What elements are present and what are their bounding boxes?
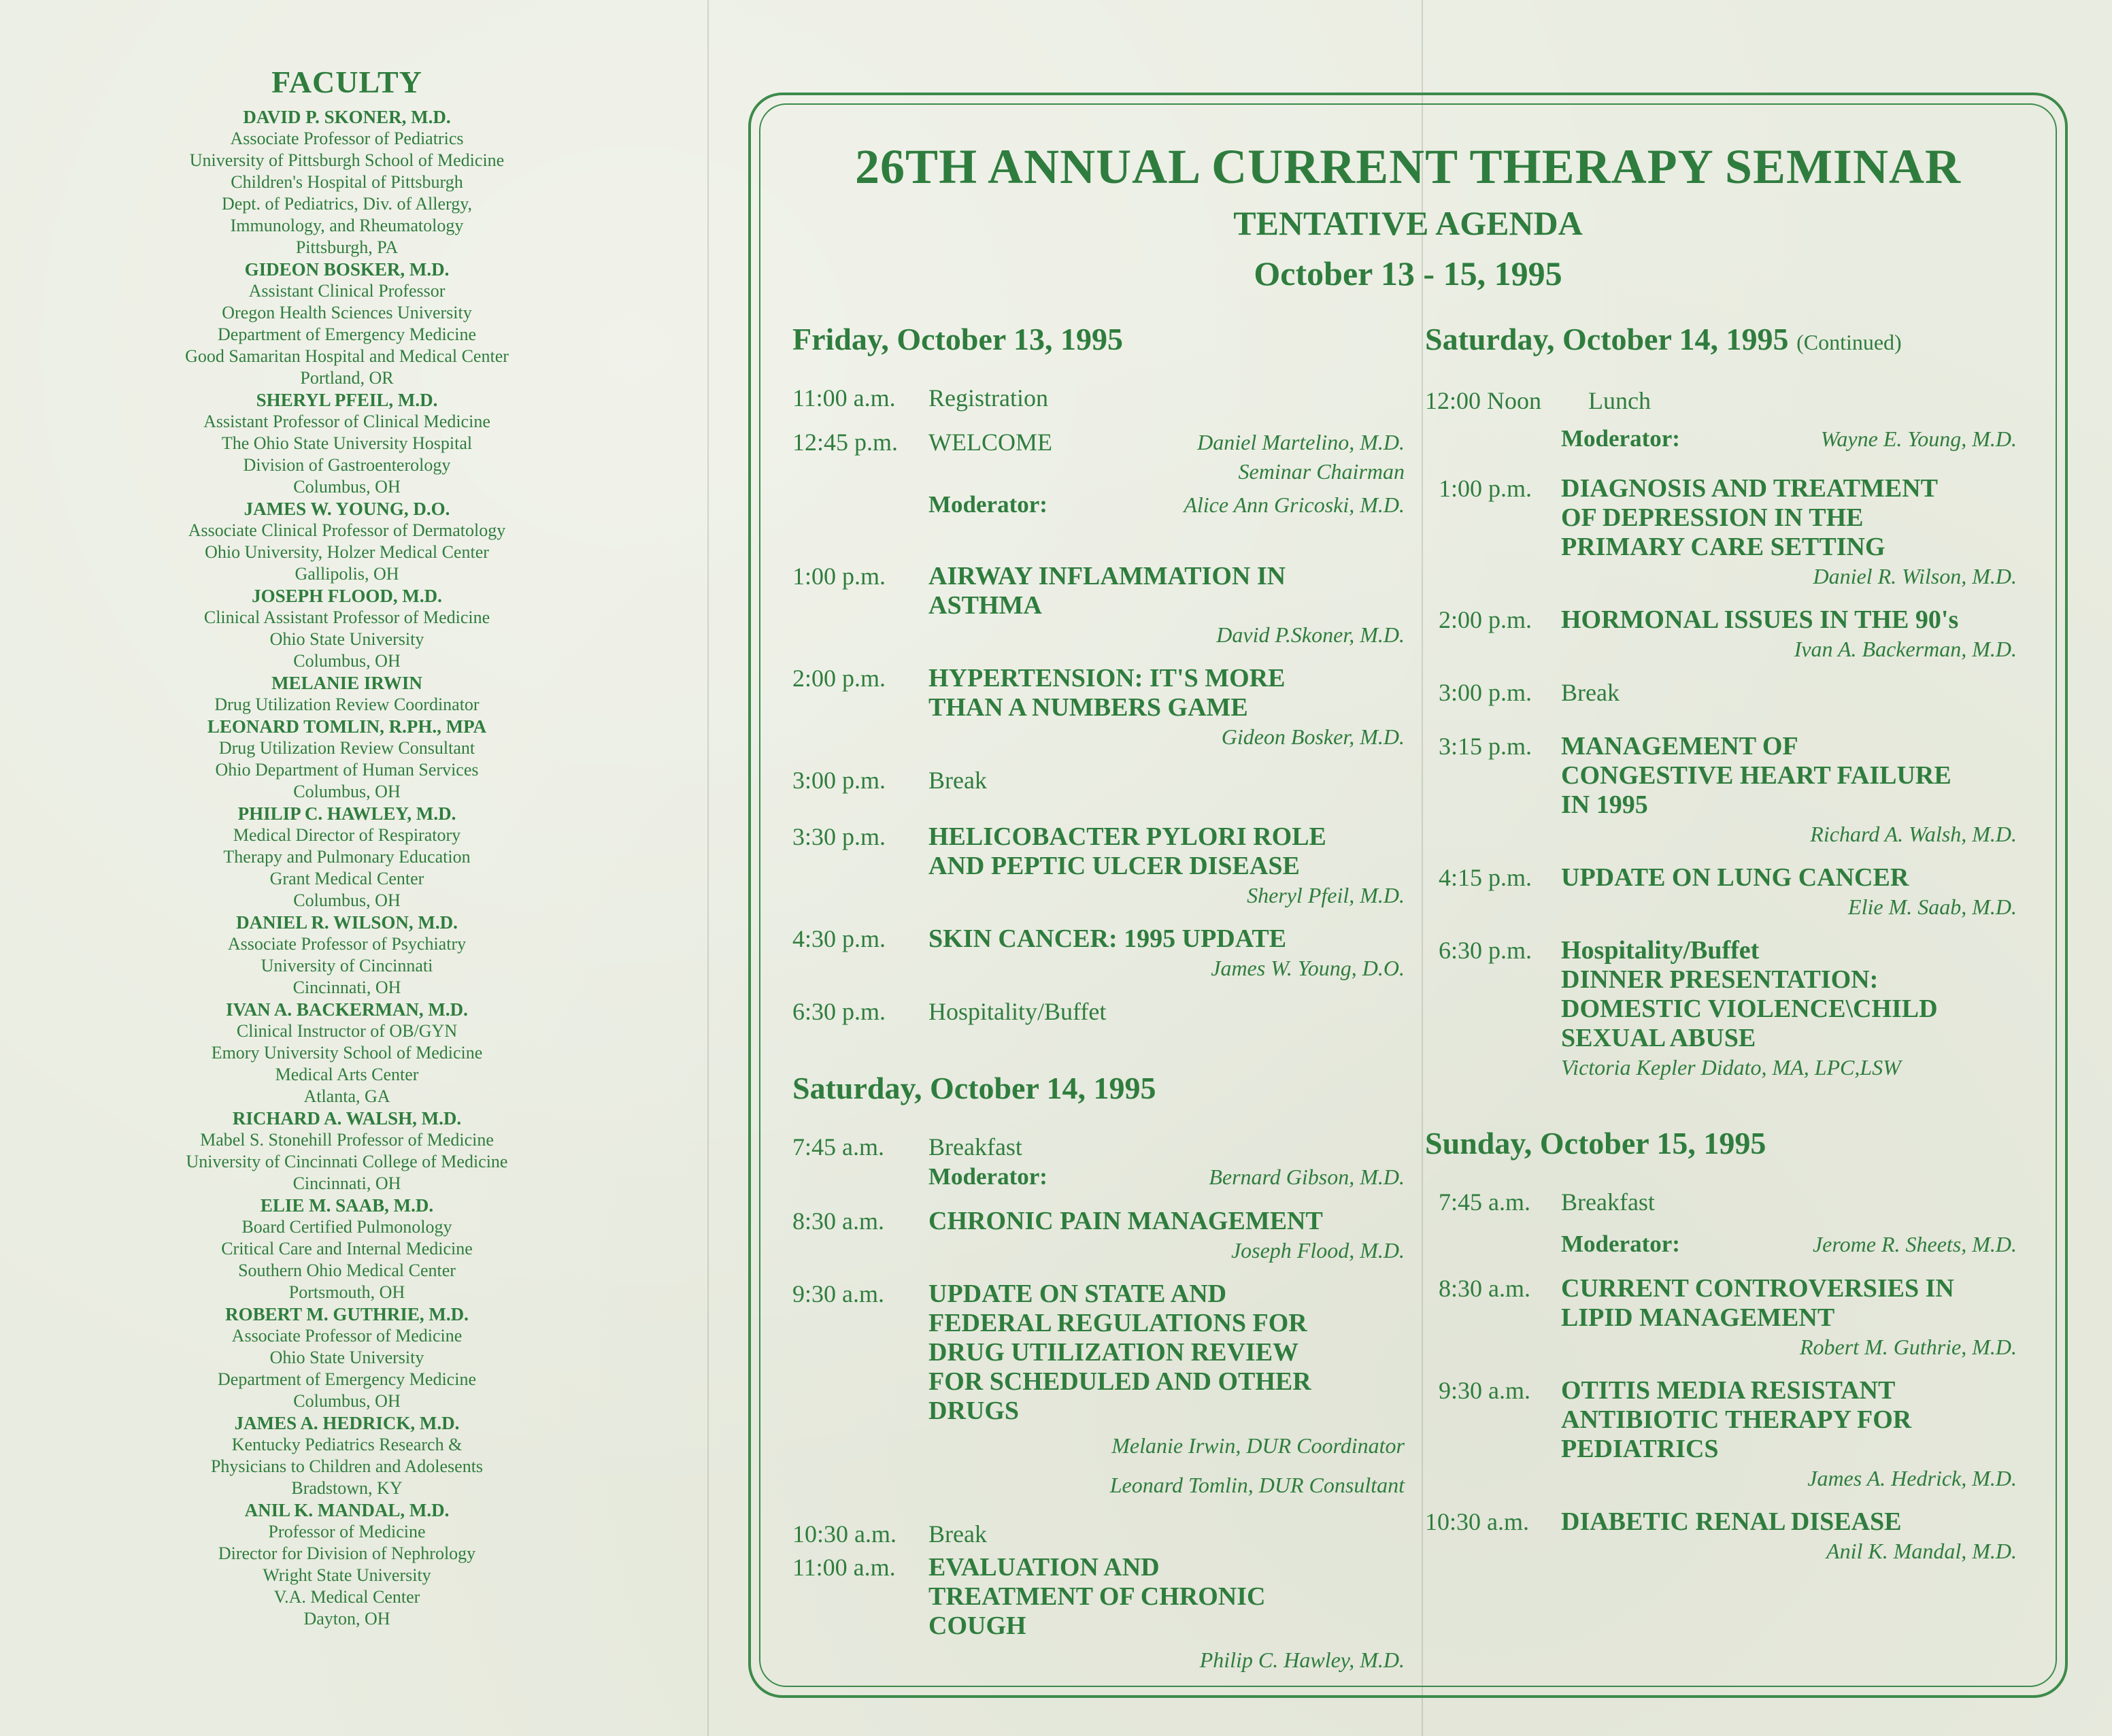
item-title: HELICOBACTER PYLORI ROLE xyxy=(928,822,1326,851)
item-title: OF DEPRESSION IN THE xyxy=(1561,503,1864,532)
faculty-affiliation: Professor of Medicine xyxy=(268,1522,426,1541)
item-label: Hospitality/Buffet xyxy=(928,998,1107,1025)
item-title: TREATMENT OF CHRONIC xyxy=(928,1582,1266,1611)
item-title: EVALUATION AND xyxy=(928,1553,1160,1582)
faculty-affiliation: Medical Arts Center xyxy=(275,1065,419,1084)
faculty-affiliation: Associate Professor of Pediatrics xyxy=(230,129,464,148)
item-time: 11:00 a.m. xyxy=(792,384,896,412)
item-title: COUGH xyxy=(928,1612,1026,1640)
item-label: Break xyxy=(928,1520,987,1548)
item-label: Breakfast xyxy=(928,1133,1022,1161)
agenda-header xyxy=(748,136,2068,298)
faculty-affiliation: Columbus, OH xyxy=(293,651,401,671)
faculty-affiliation: Associate Professor of Psychiatry xyxy=(227,934,467,954)
item-time: 1:00 p.m. xyxy=(1439,475,1532,502)
item-title: PRIMARY CARE SETTING xyxy=(1561,533,1885,561)
faculty-affiliation: Dayton, OH xyxy=(303,1609,390,1629)
agenda-item-cough xyxy=(792,1553,1405,1679)
agenda-item-lipid xyxy=(1425,1274,2017,1361)
item-title: SKIN CANCER: 1995 UPDATE xyxy=(928,924,1287,953)
faculty-affiliation: Department of Emergency Medicine xyxy=(218,324,476,344)
faculty-member xyxy=(20,498,673,585)
faculty-affiliation: Immunology, and Rheumatology xyxy=(230,216,464,235)
item-title: HYPERTENSION: IT'S MORE xyxy=(928,664,1286,692)
moderator-row-saturday-cont xyxy=(1561,424,2017,454)
faculty-affiliation: Drug Utilization Review Consultant xyxy=(218,738,475,758)
faculty-affiliation: Clinical Assistant Professor of Medicine xyxy=(203,607,490,627)
moderator-row-saturday xyxy=(928,1162,1405,1192)
item-label: Lunch xyxy=(1588,387,1651,414)
faculty-affiliation: Southern Ohio Medical Center xyxy=(238,1261,456,1280)
faculty-affiliation: Pittsburgh, PA xyxy=(295,237,399,257)
faculty-name: JAMES A. HEDRICK, M.D. xyxy=(234,1413,460,1433)
agenda-item-lung-cancer xyxy=(1425,863,2017,921)
item-title: LIPID MANAGEMENT xyxy=(1561,1303,1835,1332)
agenda-item-breakfast xyxy=(792,1133,1405,1162)
faculty-affiliation: Division of Gastroenterology xyxy=(243,455,451,475)
item-speaker: James A. Hedrick, M.D. xyxy=(1807,1466,2017,1490)
agenda-item-registration xyxy=(792,384,1405,413)
faculty-affiliation: Wright State University xyxy=(263,1565,431,1585)
item-title: CURRENT CONTROVERSIES IN xyxy=(1561,1274,1954,1303)
faculty-name: DAVID P. SKONER, M.D. xyxy=(243,107,451,127)
item-label: Breakfast xyxy=(1561,1188,1655,1216)
agenda-item-welcome xyxy=(792,428,1405,486)
item-time: 6:30 p.m. xyxy=(1439,937,1532,964)
item-title: ASTHMA xyxy=(928,591,1042,620)
item-title: MANAGEMENT OF xyxy=(1561,732,1798,761)
faculty-name: ELIE M. SAAB, M.D. xyxy=(260,1195,434,1216)
item-time: 12:00 Noon xyxy=(1425,387,1541,414)
agenda-item-lunch xyxy=(1425,386,2017,416)
item-speaker: Philip C. Hawley, M.D. xyxy=(1199,1648,1405,1672)
item-time: 3:00 p.m. xyxy=(792,767,886,794)
faculty-member xyxy=(20,1499,673,1630)
moderator-row-sunday xyxy=(1561,1229,2017,1259)
faculty-affiliation: Critical Care and Internal Medicine xyxy=(221,1239,473,1258)
faculty-affiliation: Atlanta, GA xyxy=(303,1086,390,1106)
faculty-member xyxy=(20,1195,673,1303)
item-title: ANTIBIOTIC THERAPY FOR xyxy=(1561,1405,1912,1434)
faculty-name: IVAN A. BACKERMAN, M.D. xyxy=(226,999,468,1020)
item-time: 3:00 p.m. xyxy=(1439,679,1532,706)
agenda-item-hypertension xyxy=(792,664,1405,751)
item-speaker: Sheryl Pfeil, M.D. xyxy=(1247,883,1405,907)
day-heading-text: Saturday, October 14, 1995 xyxy=(1425,322,1789,356)
item-speaker: Richard A. Walsh, M.D. xyxy=(1810,822,2017,846)
moderator-row-friday xyxy=(928,490,1405,520)
faculty-name: PHILIP C. HAWLEY, M.D. xyxy=(237,803,456,824)
faculty-member xyxy=(20,999,673,1107)
faculty-affiliation: The Ohio State University Hospital xyxy=(221,433,473,453)
item-speaker: Anil K. Mandal, M.D. xyxy=(1826,1539,2017,1563)
agenda-column-left xyxy=(792,320,1405,1694)
item-title: HORMONAL ISSUES IN THE 90's xyxy=(1561,605,1959,634)
item-title: DOMESTIC VIOLENCE\CHILD xyxy=(1561,995,1938,1023)
faculty-affiliation: Columbus, OH xyxy=(293,782,401,801)
faculty-affiliation: Portland, OR xyxy=(300,368,394,388)
faculty-affiliation: Good Samaritan Hospital and Medical Center xyxy=(185,346,509,366)
faculty-affiliation: Cincinnati, OH xyxy=(292,1173,401,1193)
item-speaker: Joseph Flood, M.D. xyxy=(1230,1238,1405,1263)
agenda-column-right xyxy=(1425,320,2017,1580)
item-speaker: Leonard Tomlin, DUR Consultant xyxy=(1109,1473,1405,1497)
agenda-item-dinner xyxy=(1425,936,2017,1082)
item-speaker: Melanie Irwin, DUR Coordinator xyxy=(1111,1433,1405,1458)
faculty-affiliation: Columbus, OH xyxy=(293,890,401,910)
item-time: 10:30 a.m. xyxy=(1425,1508,1529,1535)
moderator-name: Jerome R. Sheets, M.D. xyxy=(1812,1232,2017,1256)
item-label: Break xyxy=(928,767,987,794)
item-title: DRUG UTILIZATION REVIEW xyxy=(928,1338,1299,1367)
faculty-affiliation: Therapy and Pulmonary Education xyxy=(223,847,471,867)
item-title: DRUGS xyxy=(928,1397,1020,1425)
faculty-affiliation: Dept. of Pediatrics, Div. of Allergy, xyxy=(221,194,473,214)
item-speaker: Victoria Kepler Didato, MA, LPC,LSW xyxy=(1561,1055,1901,1080)
item-title: DIABETIC RENAL DISEASE xyxy=(1561,1507,1902,1536)
faculty-member xyxy=(20,716,673,803)
seminar-title: 26TH ANNUAL CURRENT THERAPY SEMINAR xyxy=(855,139,1961,194)
faculty-affiliation: Oregon Health Sciences University xyxy=(222,303,472,322)
day-heading-saturday: Saturday, October 14, 1995 xyxy=(792,1071,1156,1105)
item-time: 7:45 a.m. xyxy=(1439,1188,1530,1216)
faculty-member xyxy=(20,672,673,716)
faculty-name: GIDEON BOSKER, M.D. xyxy=(244,259,450,280)
faculty-affiliation: Drug Utilization Review Coordinator xyxy=(214,695,480,714)
agenda-item-break xyxy=(792,766,1405,795)
faculty-panel xyxy=(20,65,673,1630)
faculty-affiliation: Ohio University, Holzer Medical Center xyxy=(205,542,489,562)
item-title: PEDIATRICS xyxy=(1561,1435,1719,1463)
moderator-name: Wayne E. Young, M.D. xyxy=(1820,427,2017,451)
faculty-affiliation: Cincinnati, OH xyxy=(292,978,401,997)
faculty-affiliation: Assistant Clinical Professor xyxy=(248,281,446,301)
item-speaker: David P.Skoner, M.D. xyxy=(1216,622,1405,647)
faculty-member xyxy=(20,258,673,389)
faculty-member xyxy=(20,912,673,999)
faculty-affiliation: Department of Emergency Medicine xyxy=(218,1369,476,1389)
item-title: IN 1995 xyxy=(1561,790,1648,819)
faculty-name: RICHARD A. WALSH, M.D. xyxy=(232,1108,462,1129)
agenda-item-hormonal xyxy=(1425,605,2017,663)
faculty-member xyxy=(20,803,673,912)
faculty-name: SHERYL PFEIL, M.D. xyxy=(256,390,438,410)
item-speaker: Elie M. Saab, M.D. xyxy=(1848,895,2017,919)
faculty-name: JAMES W. YOUNG, D.O. xyxy=(244,499,450,519)
item-time: 9:30 a.m. xyxy=(792,1280,884,1307)
moderator-label: Moderator: xyxy=(1561,1231,1680,1257)
item-time: 3:30 p.m. xyxy=(792,823,886,850)
faculty-affiliation: Board Certified Pulmonology xyxy=(241,1217,452,1237)
agenda-subtitle: TENTATIVE AGENDA xyxy=(1233,204,1583,242)
moderator-name: Bernard Gibson, M.D. xyxy=(1209,1165,1405,1189)
faculty-member xyxy=(20,1412,673,1499)
faculty-affiliation: Assistant Professor of Clinical Medicine xyxy=(203,412,490,431)
faculty-name: ROBERT M. GUTHRIE, M.D. xyxy=(225,1304,469,1324)
item-title: AIRWAY INFLAMMATION IN xyxy=(928,562,1286,590)
moderator-label: Moderator: xyxy=(928,1163,1047,1190)
faculty-member xyxy=(20,1303,673,1412)
item-time: 11:00 a.m. xyxy=(792,1554,896,1581)
item-speaker: Gideon Bosker, M.D. xyxy=(1221,724,1405,749)
faculty-affiliation: Gallipolis, OH xyxy=(295,564,399,584)
faculty-affiliation: University of Pittsburgh School of Medicine xyxy=(189,150,505,170)
item-speaker-role: Seminar Chairman xyxy=(1238,459,1405,484)
faculty-affiliation: Portsmouth, OH xyxy=(288,1282,405,1302)
fold-line-left xyxy=(707,0,709,1736)
item-label: Registration xyxy=(928,384,1048,412)
item-title: AND PEPTIC ULCER DISEASE xyxy=(928,852,1300,880)
agenda-item-renal xyxy=(1425,1507,2017,1565)
faculty-affiliation: Columbus, OH xyxy=(293,477,401,497)
faculty-member xyxy=(20,585,673,672)
agenda-item-skin-cancer xyxy=(792,924,1405,982)
agenda-item-chf xyxy=(1425,732,2017,848)
faculty-affiliation: Kentucky Pediatrics Research & xyxy=(231,1435,463,1454)
faculty-affiliation: Medical Director of Respiratory xyxy=(233,825,461,845)
faculty-affiliation: Ohio State University xyxy=(269,1348,424,1367)
item-speaker: Robert M. Guthrie, M.D. xyxy=(1799,1335,2017,1359)
agenda-item-regulations xyxy=(792,1280,1405,1505)
agenda-item-depression xyxy=(1425,474,2017,590)
agenda-item-breakfast xyxy=(1425,1188,2017,1217)
item-time: 12:45 p.m. xyxy=(792,429,899,456)
item-time: 1:00 p.m. xyxy=(792,563,886,590)
item-time: 6:30 p.m. xyxy=(792,998,886,1025)
item-title: DINNER PRESENTATION: xyxy=(1561,965,1879,994)
item-time: 4:30 p.m. xyxy=(792,925,886,952)
agenda-item-airway xyxy=(792,562,1405,649)
faculty-name: ANIL K. MANDAL, M.D. xyxy=(244,1500,450,1520)
faculty-affiliation: Associate Clinical Professor of Dermatology xyxy=(188,520,506,540)
day-heading-sunday: Sunday, October 15, 1995 xyxy=(1425,1126,1766,1161)
item-speaker: Daniel Martelino, M.D. xyxy=(1197,430,1405,454)
agenda-item-hospitality xyxy=(792,997,1405,1026)
item-label: Break xyxy=(1561,679,1620,706)
item-time: 4:15 p.m. xyxy=(1439,864,1532,891)
item-title: THAN A NUMBERS GAME xyxy=(928,693,1248,722)
faculty-affiliation: Physicians to Children and Adolesents xyxy=(210,1456,484,1476)
moderator-label: Moderator: xyxy=(1561,425,1680,452)
item-label: WELCOME xyxy=(928,429,1052,456)
item-title: UPDATE ON LUNG CANCER xyxy=(1561,863,1909,892)
faculty-member xyxy=(20,1107,673,1195)
item-speaker: Ivan A. Backerman, M.D. xyxy=(1794,637,2017,661)
agenda-item-break xyxy=(1425,678,2017,707)
day-heading-friday: Friday, October 13, 1995 xyxy=(792,322,1123,356)
item-title: CONGESTIVE HEART FAILURE xyxy=(1561,761,1951,790)
item-time: 8:30 a.m. xyxy=(1439,1275,1530,1302)
faculty-affiliation: Columbus, OH xyxy=(293,1391,401,1411)
faculty-name: JOSEPH FLOOD, M.D. xyxy=(252,586,442,606)
item-time: 3:15 p.m. xyxy=(1439,733,1532,760)
item-title: CHRONIC PAIN MANAGEMENT xyxy=(928,1207,1323,1235)
faculty-title: FACULTY xyxy=(271,65,422,99)
item-title: FOR SCHEDULED AND OTHER xyxy=(928,1367,1311,1396)
item-speaker: James W. Young, D.O. xyxy=(1211,956,1405,980)
moderator-label: Moderator: xyxy=(928,491,1047,518)
item-time: 7:45 a.m. xyxy=(792,1133,884,1161)
faculty-affiliation: Emory University School of Medicine xyxy=(211,1043,483,1063)
item-title: FEDERAL REGULATIONS FOR xyxy=(928,1309,1307,1337)
item-time: 2:00 p.m. xyxy=(1439,606,1532,633)
item-time: 9:30 a.m. xyxy=(1439,1377,1530,1404)
faculty-affiliation: Ohio State University xyxy=(269,629,424,649)
faculty-name: MELANIE IRWIN xyxy=(271,673,422,693)
continued-label: (Continued) xyxy=(1796,330,1902,354)
item-title: OTITIS MEDIA RESISTANT xyxy=(1561,1376,1896,1405)
agenda-item-chronic-pain xyxy=(792,1207,1405,1265)
item-title: UPDATE ON STATE AND xyxy=(928,1280,1227,1308)
item-time: 8:30 a.m. xyxy=(792,1207,884,1235)
item-title: SEXUAL ABUSE xyxy=(1561,1024,1756,1052)
faculty-affiliation: Clinical Instructor of OB/GYN xyxy=(236,1021,458,1041)
moderator-name: Alice Ann Gricoski, M.D. xyxy=(1184,493,1405,517)
faculty-affiliation: V.A. Medical Center xyxy=(273,1587,420,1607)
agenda-item-break xyxy=(792,1520,1405,1549)
faculty-affiliation: Associate Professor of Medicine xyxy=(231,1326,463,1346)
faculty-affiliation: University of Cincinnati College of Medicine xyxy=(186,1152,508,1171)
faculty-member xyxy=(20,389,673,498)
item-title: DIAGNOSIS AND TREATMENT xyxy=(1561,474,1938,503)
faculty-name: LEONARD TOMLIN, R.PH., MPA xyxy=(207,716,487,737)
faculty-affiliation: Grant Medical Center xyxy=(269,869,424,888)
day-heading-saturday-continued xyxy=(1425,320,2017,362)
faculty-name: DANIEL R. WILSON, M.D. xyxy=(236,912,458,933)
agenda-item-otitis xyxy=(1425,1376,2017,1492)
item-speaker: Daniel R. Wilson, M.D. xyxy=(1813,564,2017,588)
agenda-item-helicobacter xyxy=(792,822,1405,909)
item-title: Hospitality/Buffet xyxy=(1561,936,1760,965)
faculty-affiliation: Bradstown, KY xyxy=(291,1478,403,1498)
item-time: 10:30 a.m. xyxy=(792,1520,896,1548)
faculty-affiliation: Director for Division of Nephrology xyxy=(218,1543,476,1563)
faculty-affiliation: University of Cincinnati xyxy=(261,956,433,975)
faculty-affiliation: Children's Hospital of Pittsburgh xyxy=(231,172,463,192)
faculty-member xyxy=(20,106,673,258)
faculty-list xyxy=(20,106,673,1630)
faculty-affiliation: Ohio Department of Human Services xyxy=(215,760,479,780)
faculty-affiliation: Mabel S. Stonehill Professor of Medicine xyxy=(200,1130,494,1150)
agenda-dates: October 13 - 15, 1995 xyxy=(1254,254,1562,293)
item-time: 2:00 p.m. xyxy=(792,665,886,692)
